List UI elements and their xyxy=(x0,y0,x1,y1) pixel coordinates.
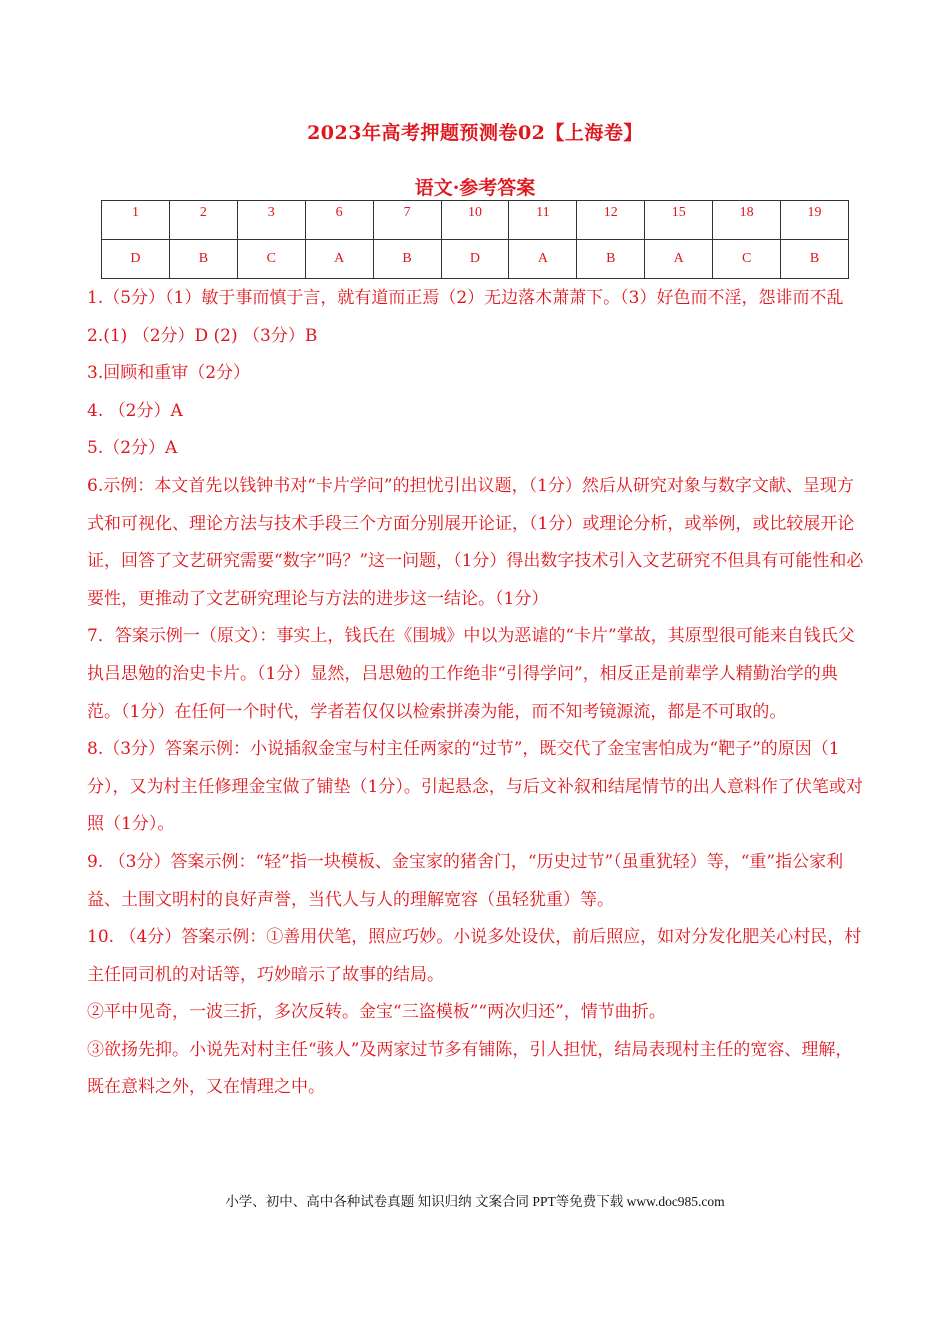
page-subtitle: 语文·参考答案 xyxy=(414,177,536,199)
answer-content xyxy=(87,280,867,1107)
answer-item-10-point-2: ②平中见奇，一波三折，多次反转。金宝“三盗模板”“两次归还”，情节曲折。 xyxy=(87,1002,666,1023)
answer-item-7: 7．答案示例一（原文）：事实上，钱氏在《围城》中以为恶谑的“卡片”掌故，其原型很可能来自钱氏父执吕思勉的治史卡片。（1分）显然，吕思勉的工作绝非“引得学问”，相反正是前辈学人精勤治学的典范。（1分）在任何一个时代，学者若仅仅以检索拼凑为能，而不知考镜源流，都是不可取的。 xyxy=(87,626,855,722)
answer-cell: B xyxy=(169,240,237,279)
question-number-cell: 18 xyxy=(713,201,781,240)
question-number-cell: 12 xyxy=(577,201,645,240)
answer-item-5: 5.（2分）A xyxy=(87,438,178,459)
question-number-cell: 1 xyxy=(102,201,170,240)
answer-item-8: 8.（3分）答案示例：小说插叙金宝与村主任两家的“过节”，既交代了金宝害怕成为“靶子”的原因（1分），又为村主任修理金宝做了铺垫（1分）。引起悬念，与后文补叙和结尾情节的出人意料作了伏笔或对照（1分）。 xyxy=(87,739,863,835)
answer-item-3: 3.回顾和重审（2分） xyxy=(87,363,251,384)
answer-row xyxy=(102,240,849,279)
question-number-cell: 2 xyxy=(169,201,237,240)
answer-cell: C xyxy=(237,240,305,279)
question-number-cell: 11 xyxy=(509,201,577,240)
answer-cell: A xyxy=(645,240,713,279)
page-title: 2023年高考押题预测卷02【上海卷】 xyxy=(307,122,643,144)
answer-item-1: 1.（5分）（1）敏于事而慎于言，就有道而正焉（2）无边落木萧萧下。（3）好色而不淫，怨诽而不乱 xyxy=(87,288,844,308)
question-number-cell: 7 xyxy=(373,201,441,240)
answer-item-2: 2.(1) （2分）D (2) （3分）B xyxy=(87,325,318,346)
answer-cell: D xyxy=(102,240,170,279)
answer-item-6: 6.示例：本文首先以钱钟书对“卡片学问”的担忧引出议题，（1分）然后从研究对象与数字文献、呈现方式和可视化、理论方法与技术手段三个方面分别展开论证，（1分）或理论分析，或举例，或比较展开论证，回答了文艺研究需要“数字”吗？”这一问题，（1分）得出数字技术引入文艺研究不但具有可能性和必要性，更推动了文艺研究理论与方法的进步这一结论。（1分） xyxy=(87,475,864,609)
question-number-row xyxy=(102,201,849,240)
answer-cell: A xyxy=(509,240,577,279)
answer-item-10: 10. （4分）答案示例：①善用伏笔，照应巧妙。小说多处设伏，前后照应，如对分发化肥关心村民，村主任同司机的对话等，巧妙暗示了故事的结局。 xyxy=(87,927,862,985)
answer-cell: C xyxy=(713,240,781,279)
answer-cell: B xyxy=(373,240,441,279)
answer-item-9: 9. （3分）答案示例：“轻”指一块模板、金宝家的猪舍门，“历史过节”（虽重犹轻）等，“重”指公家利益、土围文明村的良好声誉，当代人与人的理解宽容（虽轻犹重）等。 xyxy=(87,851,844,910)
answer-item-10-point-3: ③欲扬先抑。小说先对村主任“骇人”及两家过节多有铺陈，引人担忧，结局表现村主任的宽容、理解，既在意料之外，又在情理之中。 xyxy=(87,1039,853,1098)
answer-cell: A xyxy=(305,240,373,279)
answer-cell: D xyxy=(441,240,509,279)
page-footer: 小学、初中、高中各种试卷真题 知识归纳 文案合同 PPT等免费下载 www.doc985.com xyxy=(225,1194,725,1209)
answer-cell: B xyxy=(577,240,645,279)
question-number-cell: 15 xyxy=(645,201,713,240)
answer-table xyxy=(101,200,849,279)
question-number-cell: 3 xyxy=(237,201,305,240)
question-number-cell: 10 xyxy=(441,201,509,240)
answer-cell: B xyxy=(781,240,849,279)
question-number-cell: 19 xyxy=(781,201,849,240)
question-number-cell: 6 xyxy=(305,201,373,240)
answer-item-4: 4. （2分）A xyxy=(87,400,183,421)
